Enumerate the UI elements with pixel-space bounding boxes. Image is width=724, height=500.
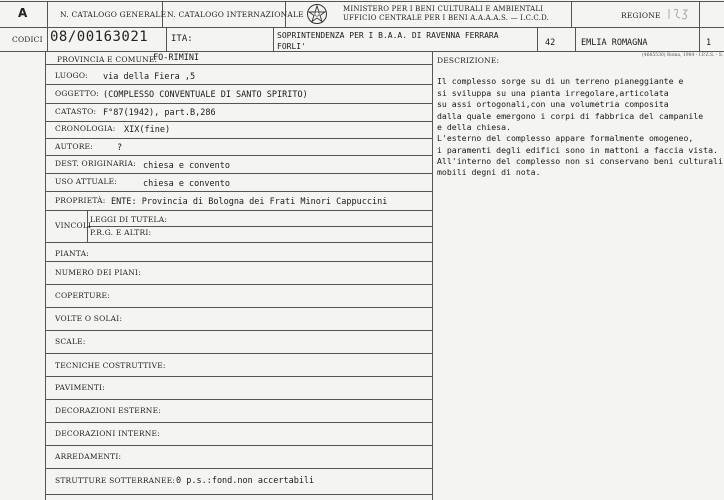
strutture-sotterranee-value: 0 p.s.:fond.non accertabili (176, 476, 315, 486)
soprintendenza-line-2: FORLI' (277, 42, 306, 51)
print-code: (4665530) Roma, 1984 - I.P.Z.S. - S. (642, 53, 724, 58)
uso-attuale-value: chiesa e convento (143, 179, 230, 189)
description-line: Il complesso sorge su di un terreno pianeggiante e (437, 76, 684, 86)
tecniche-costruttive-label: TECNICHE COSTRUTTIVE: (55, 361, 166, 370)
uso-attuale-label: USO ATTUALE: (55, 177, 118, 186)
pavimenti-label: PAVIMENTI: (55, 383, 105, 392)
provincia-value: FO-RIMINI (153, 53, 200, 63)
numero-piani-label: NUMERO DEI PIANI: (55, 268, 141, 277)
provincia-label: PROVINCIA E COMUNE: (57, 55, 158, 64)
vincoli-label: VINCOLI (55, 221, 92, 230)
ministry-line-1: MINISTERO PER I BENI CULTURALI E AMBIENTALI (343, 5, 544, 13)
description-line: L'esterno del complesso appare formalmente omogeneo, (437, 133, 694, 143)
leggi-tutela-label: LEGGI DI TUTELA: (90, 215, 168, 224)
regione-handwritten (667, 7, 689, 24)
descrizione-label: DESCRIZIONE: (437, 56, 500, 65)
oggetto-label: OGGETTO: (55, 89, 100, 98)
cronologia-label: CRONOLOGIA: (55, 124, 116, 133)
scale-label: SCALE: (55, 337, 86, 346)
republic-emblem-icon (306, 3, 328, 25)
pianta-label: PIANTA: (55, 249, 89, 258)
dest-originaria-value: chiesa e convento (143, 161, 230, 171)
description-line: dalla quale emergono i corpi di fabbrica del campanile (437, 111, 704, 121)
ministry-line-2: UFFICIO CENTRALE PER I BENI A.A.A.A.S. — I.C.C.D. (343, 14, 550, 22)
decorazioni-esterne-label: DECORAZIONI ESTERNE: (55, 406, 161, 415)
catasto-label: CATASTO: (55, 107, 97, 116)
coperture-label: COPERTURE: (55, 291, 110, 300)
dest-originaria-label: DEST. ORIGINARIA: (55, 159, 136, 168)
autore-value: ? (117, 143, 123, 153)
autore-label: AUTORE: (55, 142, 93, 151)
prg-label: P.R.G. E ALTRI: (90, 228, 152, 237)
volte-solai-label: VOLTE O SOLAI: (55, 314, 123, 323)
description-line: su assi ortogonali,con una volumetria composita (437, 99, 669, 109)
catalogo-generale-label: N. CATALOGO GENERALE (60, 10, 167, 19)
luogo-value: via della Fiera ,5 (103, 72, 196, 82)
catasto-value: F°87(1942), part.B,286 (103, 108, 216, 118)
description-line: i paramenti degli edifici sono in mattoni a faccia vista. (437, 145, 718, 155)
decorazioni-interne-label: DECORAZIONI INTERNE: (55, 429, 160, 438)
region-code: 42 (545, 38, 556, 48)
proprieta-value: ENTE: Provincia di Bologna dei Frati Minori Cappuccini (111, 197, 388, 207)
description-line: All'interno del complesso non si conservano beni culturali (437, 156, 723, 166)
catalogo-internazionale-label: N. CATALOGO INTERNAZIONALE (167, 10, 304, 19)
description-line: si sviluppa su una pianta irregolare,articolata (437, 88, 669, 98)
oggetto-value: (COMPLESSO CONVENTUALE DI SANTO SPIRITO) (103, 90, 308, 100)
description-line: mobili degni di nota. (437, 167, 541, 177)
luogo-label: LUOGO: (55, 71, 88, 80)
regione-label: REGIONE (621, 11, 661, 20)
ita-label: ITA: (171, 34, 193, 44)
soprintendenza-line-1: SOPRINTENDENZA PER I B.A.A. DI RAVENNA FERRARA (277, 31, 499, 40)
proprieta-label: PROPRIETÀ: (55, 196, 106, 205)
catalog-number: 08/00163021 (50, 29, 149, 45)
cronologia-value: XIX(fine) (124, 125, 171, 135)
description-line: e della chiesa. (437, 122, 511, 132)
card-letter: A (18, 6, 28, 20)
codici-label: CODICI (12, 35, 43, 44)
region-name: EMLIA ROMAGNA (581, 38, 648, 48)
arredamenti-label: ARREDAMENTI: (55, 452, 122, 461)
page-number: 1 (706, 38, 712, 48)
strutture-sotterranee-label: STRUTTURE SOTTERRANEE: (55, 476, 176, 485)
